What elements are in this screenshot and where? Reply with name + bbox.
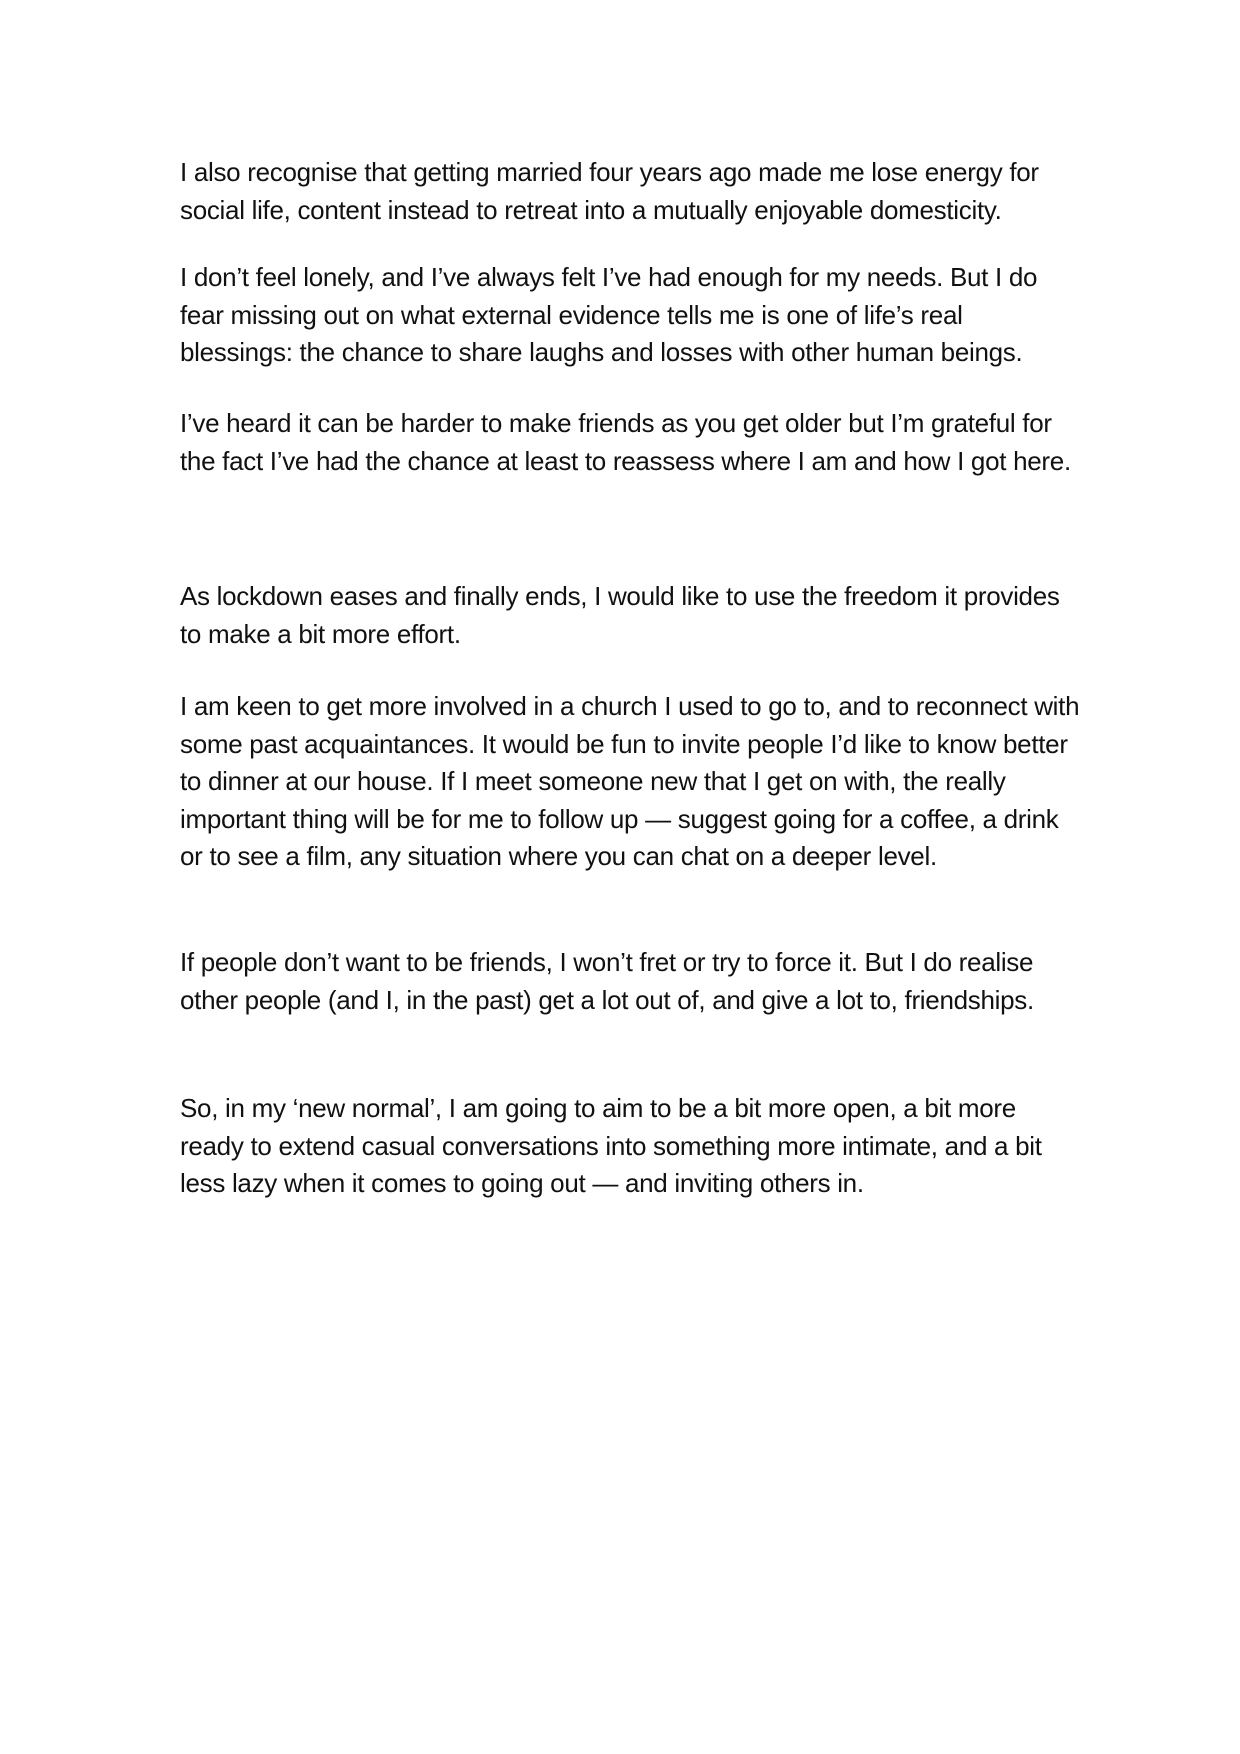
paragraph-4: As lockdown eases and finally ends, I would like to use the freedom it provides to make a bit more effort. <box>180 581 1060 649</box>
paragraph-7: So, in my ‘new normal’, I am going to aim to be a bit more open, a bit more ready to extend casual conversations into something more intimate, and a bit less lazy when it comes to going out — and inviting others in. <box>180 1093 1042 1198</box>
paragraph-6: If people don’t want to be friends, I won’t fret or try to force it. But I do realise other people (and I, in the past) get a lot out of, and give a lot to, friendships. <box>180 947 1034 1015</box>
paragraph-2: I don’t feel lonely, and I’ve always felt I’ve had enough for my needs. But I do fear missing out on what external evidence tells me is one of life’s real blessings: the chance to share laughs and losses with other human beings. <box>180 262 1038 367</box>
paragraph-1: I also recognise that getting married four years ago made me lose energy for social life, content instead to retreat into a mutually enjoyable domesticity. <box>180 157 1039 225</box>
paragraph-3: I’ve heard it can be harder to make friends as you get older but I’m grateful for the fact I’ve had the chance at least to reassess where I am and how I got here. <box>180 408 1071 476</box>
paragraph-5: I am keen to get more involved in a church I used to go to, and to reconnect with some past acquaintances. It would be fun to invite people I’d like to know better to dinner at our house. If I meet someone new that I get on with, the really important thing will be for me to follow up — suggest going for a coffee, a drink or to see a film, any situation where you can chat on a deeper level. <box>180 691 1080 871</box>
